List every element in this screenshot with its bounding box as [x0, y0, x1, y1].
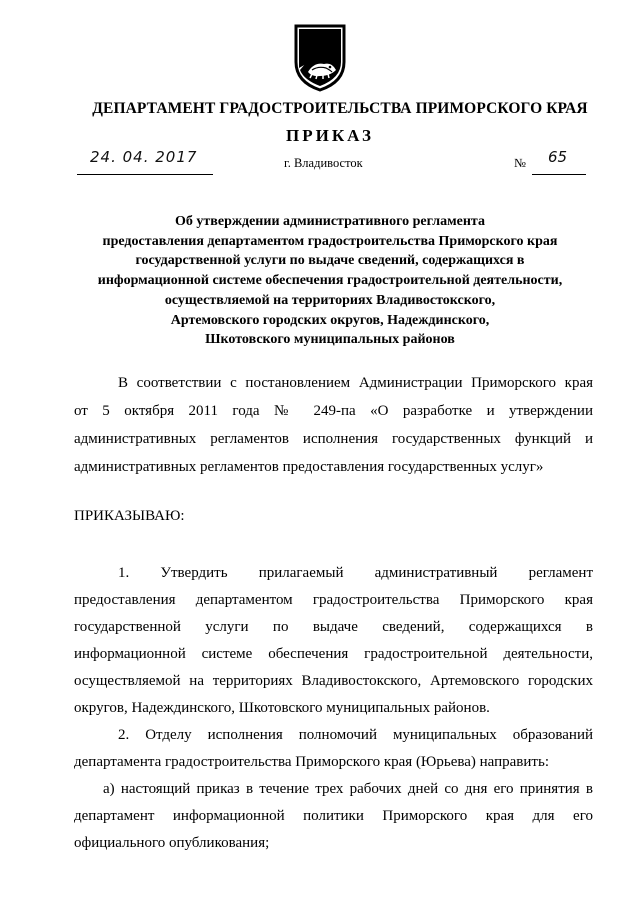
item-2-line: департамента градостроительства Приморского края (Юрьева) направить:	[74, 754, 549, 770]
number-sign: №	[514, 156, 526, 170]
item-1-line: государственной услуги по выдаче сведений, содержащихся в	[74, 619, 593, 635]
item-1-line: информационной системе обеспечения градостроительной деятельности,	[74, 646, 593, 662]
preamble-line: от 5 октября 2011 года № 249-па «О разработке и утверждении	[74, 403, 593, 419]
item-2a-line: официального опубликования;	[74, 835, 270, 851]
handwritten-number: 65	[548, 148, 568, 166]
subject-line: предоставления департаментом градостроительства Приморского края	[102, 233, 558, 249]
subject-line: Об утверждении административного регламента	[175, 214, 485, 229]
item-2a-line: департамент информационной политики Приморского края для его	[74, 808, 593, 824]
order-subject	[50, 212, 610, 350]
subject-line: государственной услуги по выдаче сведений, содержащихся в	[135, 253, 525, 269]
item-1-line: осуществляемой на территориях Владивостокского, Артемовского городских	[74, 673, 593, 689]
item-1-line: предоставления департаментом градостроительства Приморского края	[74, 592, 593, 608]
city-label: г. Владивосток	[284, 156, 363, 170]
coat-of-arms-emblem	[290, 22, 350, 92]
item-1-line: округов, Надеждинского, Шкотовского муниципальных районов.	[74, 700, 490, 716]
item-2-line: 2. Отделу исполнения полномочий муниципальных образований	[118, 727, 593, 743]
subject-line: Артемовского городских округов, Надеждинского,	[170, 312, 490, 328]
department-name: ДЕПАРТАМЕНТ ГРАДОСТРОИТЕЛЬСТВА ПРИМОРСКОГО КРАЯ	[92, 100, 588, 117]
subject-line: Шкотовского муниципальных районов	[205, 332, 455, 348]
subject-line: информационной системе обеспечения градостроительной деятельности,	[97, 273, 563, 289]
preamble-line: В соответствии с постановлением Администрации Приморского края	[118, 375, 593, 391]
document-type-title: ПРИКАЗ	[286, 126, 374, 145]
preamble-line: административных регламентов исполнения государственных функций и	[74, 431, 593, 447]
handwritten-date: 24. 04. 2017	[90, 148, 198, 166]
item-2a-line: а) настоящий приказ в течение трех рабочих дней со дня его принятия в	[103, 781, 593, 797]
item-1-line: 1. Утвердить прилагаемый административный регламент	[118, 565, 593, 581]
order-word: ПРИКАЗЫВАЮ:	[74, 508, 185, 524]
preamble-line: административных регламентов предоставления государственных услуг»	[74, 459, 544, 475]
subject-line: осуществляемой на территориях Владивостокского,	[164, 292, 496, 308]
